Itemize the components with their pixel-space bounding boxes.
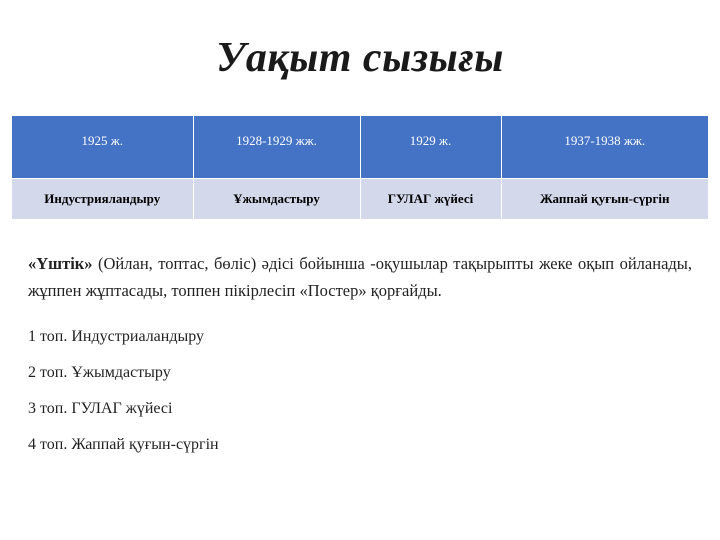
group-item: 4 топ. Жаппай қуғын-сүргін xyxy=(28,436,219,453)
group-item: 1 топ. Индустриаландыру xyxy=(28,328,205,345)
date-cell: 1925 ж. xyxy=(12,116,193,179)
timeline-topics-row xyxy=(12,179,708,220)
date-cell: 1929 ж. xyxy=(360,116,501,179)
group-item: 2 топ. Ұжымдастыру xyxy=(28,364,171,381)
topic-cell: Жаппай қуғын-сүргін xyxy=(501,179,708,220)
topic-cell: Индустрияландыру xyxy=(12,179,193,220)
group-item: 3 топ. ГУЛАГ жүйесі xyxy=(28,400,173,417)
group-list xyxy=(28,324,628,468)
timeline-table xyxy=(12,116,708,219)
method-name: «Үштік» xyxy=(28,254,93,273)
timeline-dates-row xyxy=(12,116,708,179)
method-paragraph xyxy=(28,250,692,304)
slide-title: Уақыт сызығы xyxy=(216,35,504,81)
topic-cell: ГУЛАГ жүйесі xyxy=(360,179,501,220)
topic-cell: Ұжымдастыру xyxy=(193,179,360,220)
date-cell: 1928-1929 жж. xyxy=(193,116,360,179)
method-description: (Ойлан, топтас, бөліс) әдісі бойынша -оқушылар тақырыпты жеке оқып ойланады, жұппен жұптасады, топпен пікірлесіп «Постер» қорғайды. xyxy=(28,254,692,300)
date-cell: 1937-1938 жж. xyxy=(501,116,708,179)
